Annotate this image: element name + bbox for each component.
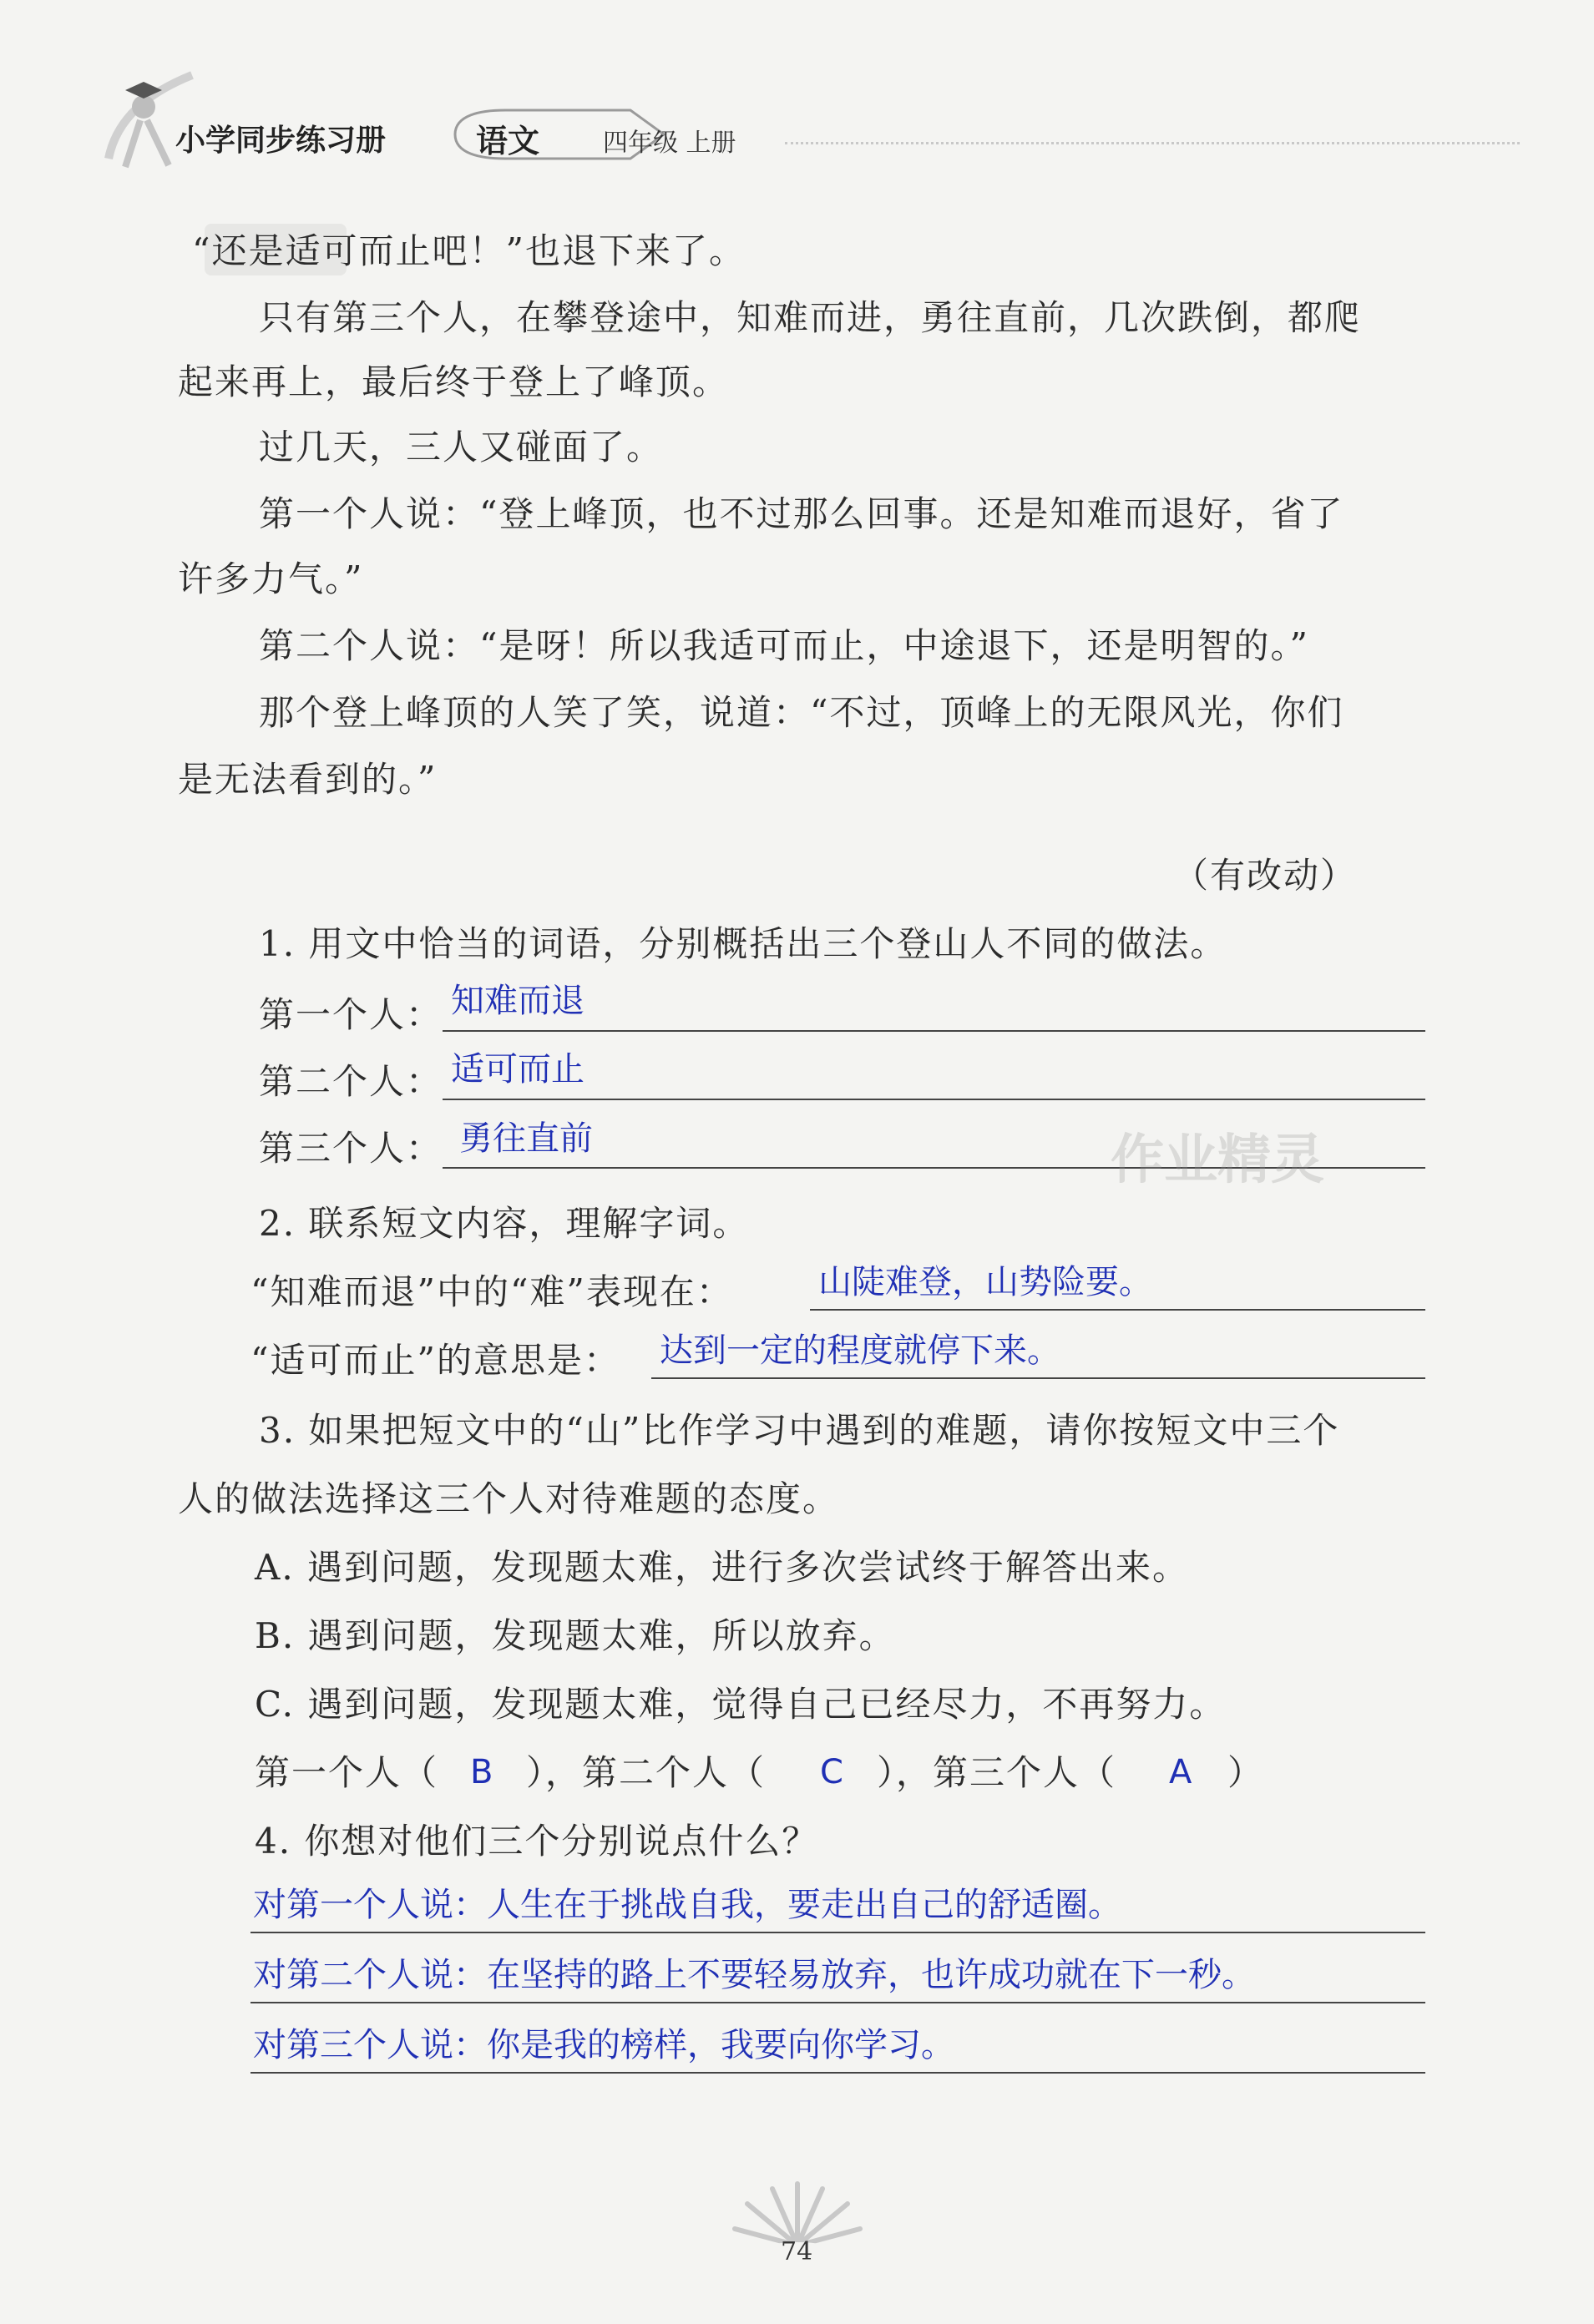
q3-answer-label-2: ），第二个人（ bbox=[526, 1752, 767, 1793]
question-1-prompt: 1. 用文中恰当的词语，分别概括出三个登山人不同的做法。 bbox=[259, 923, 1227, 964]
book-title: 小学同步练习册 bbox=[175, 124, 387, 158]
question-3-prompt: 3. 如果把短文中的“山”比作学习中遇到的难题，请你按短文中三个 bbox=[259, 1410, 1340, 1451]
q2-answer-first[interactable]: 山陡难登，山势险要。 bbox=[818, 1263, 1152, 1301]
q3-option-a: A. 遇到问题，发现题太难，进行多次尝试终于解答出来。 bbox=[255, 1547, 1190, 1588]
q1-answer-third[interactable]: 勇往直前 bbox=[459, 1119, 593, 1158]
q3-answer-label-3: ），第三个人（ bbox=[877, 1752, 1117, 1793]
question-2-prompt: 2. 联系短文内容，理解字词。 bbox=[259, 1203, 750, 1244]
story-line: 只有第三个人，在攀登途中，知难而进，勇往直前，几次跌倒，都爬 bbox=[259, 297, 1362, 338]
q3-answer-first[interactable]: B bbox=[470, 1753, 493, 1791]
watermark: 作业精灵 bbox=[1111, 1129, 1324, 1191]
page-header bbox=[92, 58, 1428, 175]
grade-label: 四年级 上册 bbox=[603, 129, 736, 158]
q4-answer-third[interactable]: 对第三个人说：你是我的榜样，我要向你学习。 bbox=[253, 2026, 954, 2064]
q3-answer-label-1: 第一个人（ bbox=[255, 1752, 439, 1793]
question-4-prompt: 4. 你想对他们三个分别说点什么？ bbox=[255, 1821, 819, 1862]
answer-line bbox=[810, 1309, 1425, 1311]
story-line: 那个登上峰顶的人笑了笑，说道：“不过，顶峰上的无限风光，你们 bbox=[259, 692, 1344, 733]
q2-label-second: “适可而止”的意思是： bbox=[250, 1340, 620, 1381]
q4-answer-first[interactable]: 对第一个人说：人生在于挑战自我，要走出自己的舒适圈。 bbox=[253, 1886, 1121, 1924]
q1-label-third: 第三个人： bbox=[259, 1128, 443, 1169]
subject-label: 语文 bbox=[476, 123, 540, 159]
q2-label-first: “知难而退”中的“难”表现在： bbox=[250, 1271, 733, 1312]
q3-answer-second[interactable]: C bbox=[820, 1753, 843, 1791]
q2-answer-second[interactable]: 达到一定的程度就停下来。 bbox=[660, 1331, 1060, 1370]
q3-option-b: B. 遇到问题，发现题太难，所以放弃。 bbox=[255, 1615, 896, 1656]
q3-answer-label-4: ） bbox=[1227, 1752, 1265, 1793]
answer-line bbox=[651, 1377, 1425, 1379]
answer-line bbox=[250, 2002, 1425, 2003]
answer-line bbox=[443, 1030, 1425, 1032]
source-note: （有改动） bbox=[1173, 855, 1358, 896]
question-3-prompt-cont: 人的做法选择这三个人对待难题的态度。 bbox=[178, 1478, 840, 1519]
q1-label-second: 第二个人： bbox=[259, 1061, 443, 1102]
q1-answer-first[interactable]: 知难而退 bbox=[451, 982, 584, 1020]
page-number: 74 bbox=[781, 2237, 813, 2266]
story-line: 过几天，三人又碰面了。 bbox=[259, 427, 664, 467]
header-divider bbox=[785, 142, 1520, 144]
story-line: 是无法看到的。” bbox=[178, 759, 438, 800]
q4-answer-second[interactable]: 对第二个人说：在坚持的路上不要轻易放弃，也许成功就在下一秒。 bbox=[253, 1956, 1255, 1994]
story-line: “还是适可而止吧！”也退下来了。 bbox=[192, 230, 746, 271]
q3-answer-third[interactable]: A bbox=[1169, 1753, 1192, 1791]
answer-line bbox=[443, 1099, 1425, 1100]
answer-line bbox=[250, 1932, 1425, 1933]
q1-answer-second[interactable]: 适可而止 bbox=[451, 1050, 584, 1089]
story-line: 第二个人说：“是呀！所以我适可而止，中途退下，还是明智的。” bbox=[259, 625, 1309, 666]
q3-option-c: C. 遇到问题，发现题太难，觉得自己已经尽力，不再努力。 bbox=[255, 1684, 1227, 1725]
story-line: 许多力气。” bbox=[178, 558, 364, 599]
answer-line bbox=[250, 2072, 1425, 2074]
story-line: 第一个人说：“登上峰顶，也不过那么回事。还是知难而退好，省了 bbox=[259, 493, 1344, 534]
story-line: 起来再上，最后终于登上了峰顶。 bbox=[178, 361, 730, 402]
q1-label-first: 第一个人： bbox=[259, 994, 443, 1035]
